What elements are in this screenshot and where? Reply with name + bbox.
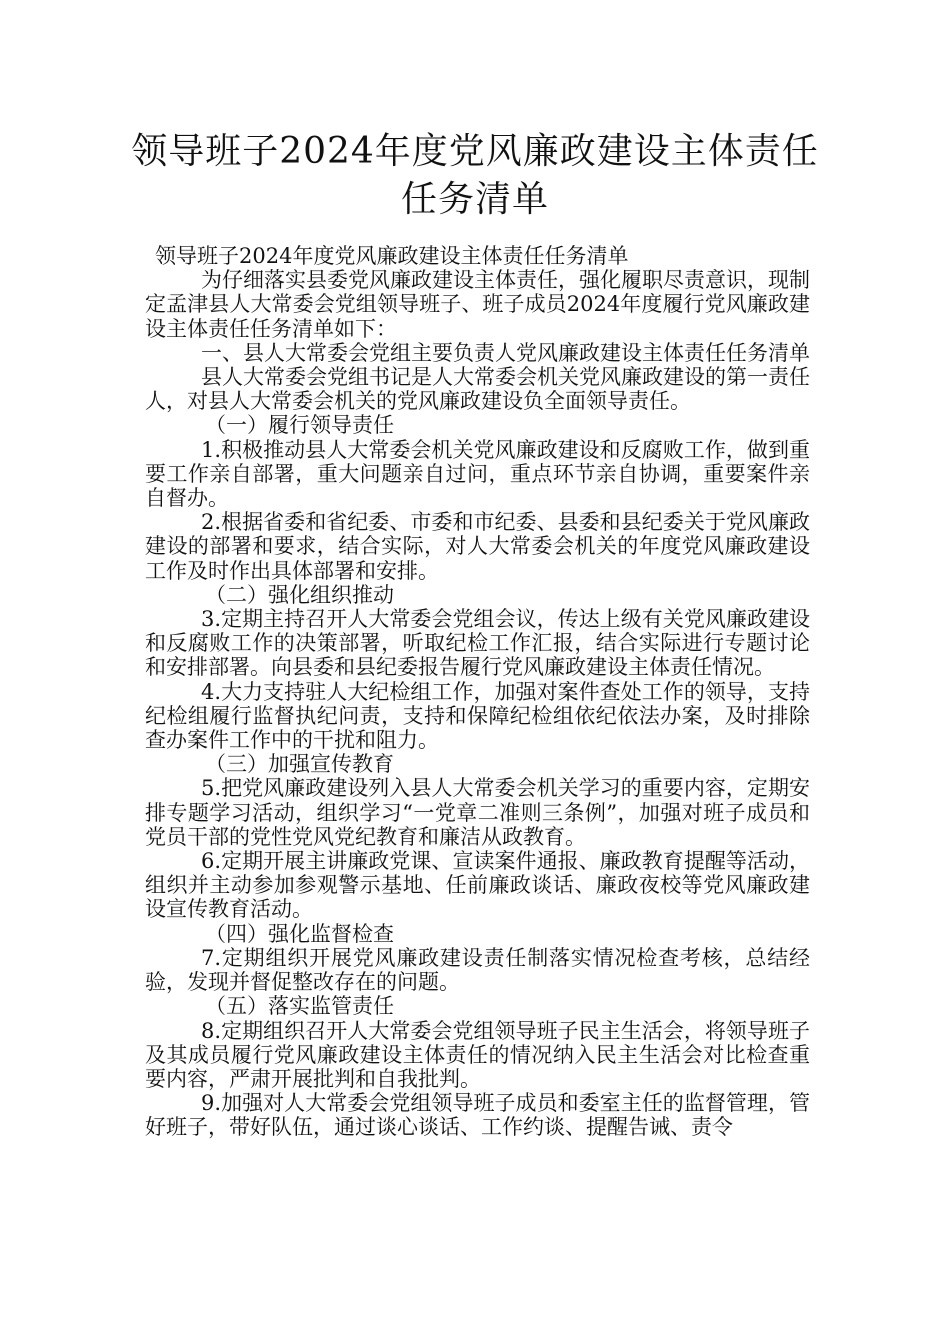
subsection-heading-1: （一）履行领导责任 bbox=[205, 413, 394, 438]
list-item-5: 5.把党风廉政建设列入县人大常委会机关学习的重要内容，定期安排专题学习活动，组织学习“一党章二准则三条例”，加强对班子成员和党员干部的党性党风党纪教育和廉洁从政教育。 bbox=[145, 776, 810, 849]
subsection-heading-5: （五）落实监管责任 bbox=[205, 994, 394, 1019]
title-line-2: 任务清单 bbox=[400, 179, 549, 220]
list-item-4: 4.大力支持驻人大纪检组工作，加强对案件查处工作的领导，支持纪检组履行监督执纪问责，支持和保障纪检组依纪依法办案，及时排除查办案件工作中的干扰和阻力。 bbox=[145, 679, 810, 753]
list-item-9: 9.加强对人大常委会党组领导班子成员和委室主任的监督管理，管好班子，带好队伍，通过谈心谈话、工作约谈、提醒告诫、责令 bbox=[145, 1091, 810, 1140]
document-body bbox=[145, 244, 810, 1140]
section-intro-paragraph: 县人大常委会党组书记是人大常委会机关党风廉政建设的第一责任人，对县人大常委会机关的党风廉政建设负全面领导责任。 bbox=[145, 365, 810, 414]
section-heading: 一、县人大常委会党组主要负责人党风廉政建设主体责任任务清单 bbox=[201, 340, 810, 365]
document-subtitle: 领导班子2024年度党风廉政建设主体责任任务清单 bbox=[155, 244, 629, 268]
intro-paragraph: 为仔细落实县委党风廉政建设主体责任，强化履职尽责意识，现制定孟津县人大常委会党组领导班子、班子成员2024年度履行党风廉政建设主体责任任务清单如下： bbox=[145, 268, 810, 341]
page-title bbox=[60, 128, 890, 224]
list-item-1: 1.积极推动县人大常委会机关党风廉政建设和反腐败工作，做到重要工作亲自部署，重大问题亲自过问，重点环节亲自协调，重要案件亲自督办。 bbox=[145, 437, 810, 511]
subsection-heading-2: （二）强化组织推动 bbox=[205, 582, 394, 607]
list-item-6: 6.定期开展主讲廉政党课、宣读案件通报、廉政教育提醒等活动，组织并主动参加参观警示基地、任前廉政谈话、廉政夜校等党风廉政建设宣传教育活动。 bbox=[145, 849, 810, 922]
list-item-7: 7.定期组织开展党风廉政建设责任制落实情况检查考核，总结经验，发现并督促整改存在的问题。 bbox=[145, 945, 810, 995]
list-item-8: 8.定期组织召开人大常委会党组领导班子民主生活会，将领导班子及其成员履行党风廉政建设主体责任的情况纳入民主生活会对比检查重要内容，严肃开展批判和自我批判。 bbox=[145, 1018, 810, 1091]
title-line-1: 领导班子2024年度党风廉政建设主体责任 bbox=[131, 131, 819, 172]
list-item-2: 2.根据省委和省纪委、市委和市纪委、县委和县纪委关于党风廉政建设的部署和要求，结合实际，对人大常委会机关的年度党风廉政建设工作及时作出具体部署和安排。 bbox=[145, 510, 810, 583]
subsection-heading-3: （三）加强宣传教育 bbox=[205, 752, 394, 777]
subsection-heading-4: （四）强化监督检查 bbox=[205, 921, 394, 946]
list-item-3: 3.定期主持召开人大常委会党组会议，传达上级有关党风廉政建设和反腐败工作的决策部署，听取纪检工作汇报，结合实际进行专题讨论和安排部署。向县委和县纪委报告履行党风廉政建设主体责任情况。 bbox=[145, 607, 810, 680]
